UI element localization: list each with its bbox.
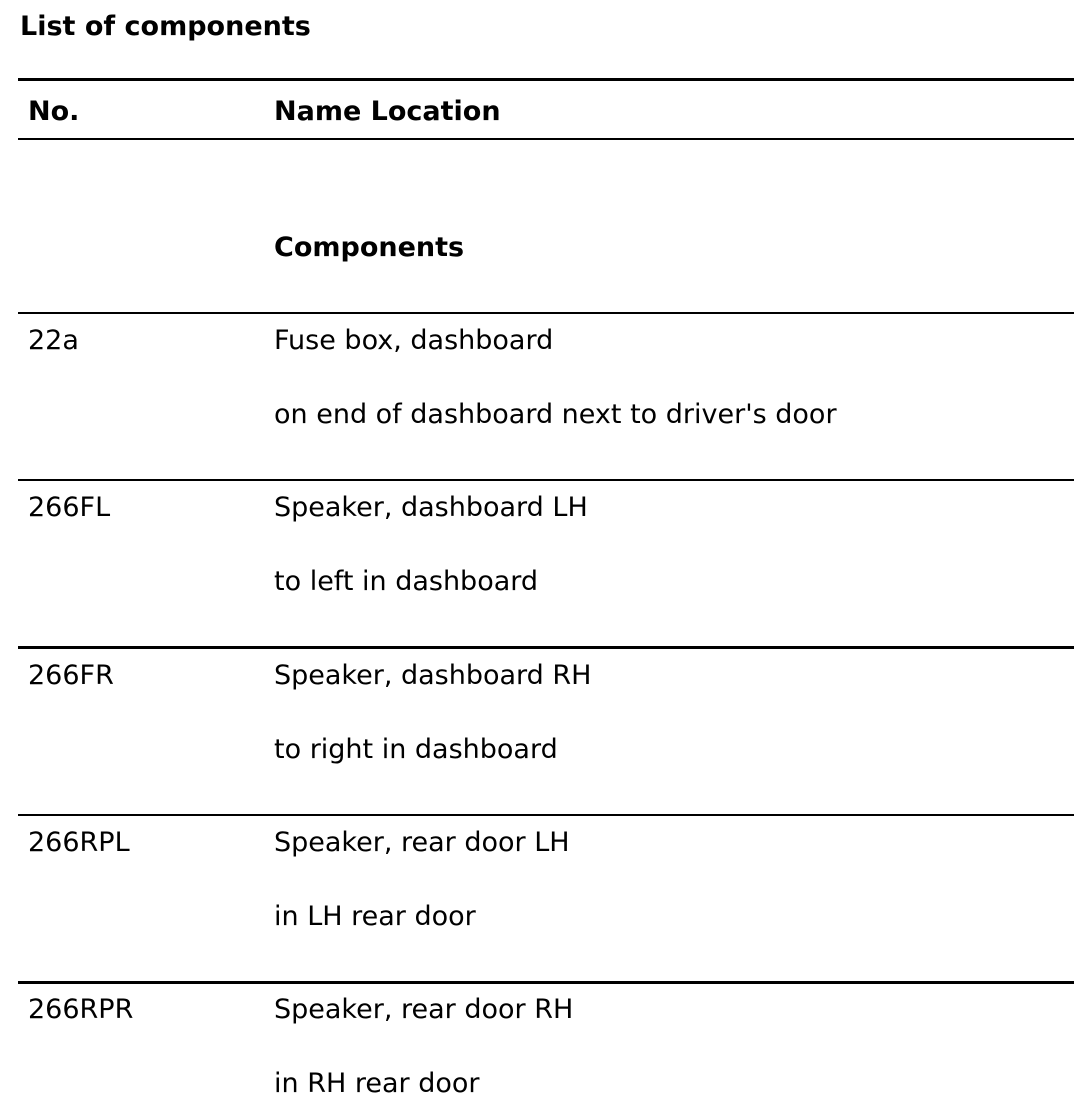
row-divider [18, 814, 1074, 816]
row-no: 266FR [28, 660, 114, 691]
row-location: to right in dashboard [274, 734, 558, 765]
row-divider [18, 312, 1074, 314]
row-name: Speaker, rear door LH [274, 827, 570, 858]
header-name-location: Name Location [274, 96, 501, 127]
row-divider [18, 479, 1074, 481]
row-divider [18, 646, 1074, 649]
row-location: to left in dashboard [274, 566, 539, 597]
row-no: 266RPL [28, 827, 130, 858]
row-name: Fuse box, dashboard [274, 325, 554, 356]
row-location: in LH rear door [274, 901, 476, 932]
row-name: Speaker, dashboard LH [274, 492, 588, 523]
row-name: Speaker, rear door RH [274, 994, 574, 1025]
row-location: in RH rear door [274, 1068, 480, 1099]
row-name: Speaker, dashboard RH [274, 660, 592, 691]
section-heading-components: Components [274, 232, 465, 263]
header-bottom-rule [18, 138, 1074, 140]
row-no: 266RPR [28, 994, 134, 1025]
table-top-rule [18, 78, 1074, 81]
header-no: No. [28, 96, 80, 127]
row-no: 266FL [28, 492, 111, 523]
row-location: on end of dashboard next to driver's door [274, 399, 837, 430]
row-no: 22a [28, 325, 79, 356]
page-title: List of components [20, 11, 311, 42]
row-divider [18, 981, 1074, 984]
